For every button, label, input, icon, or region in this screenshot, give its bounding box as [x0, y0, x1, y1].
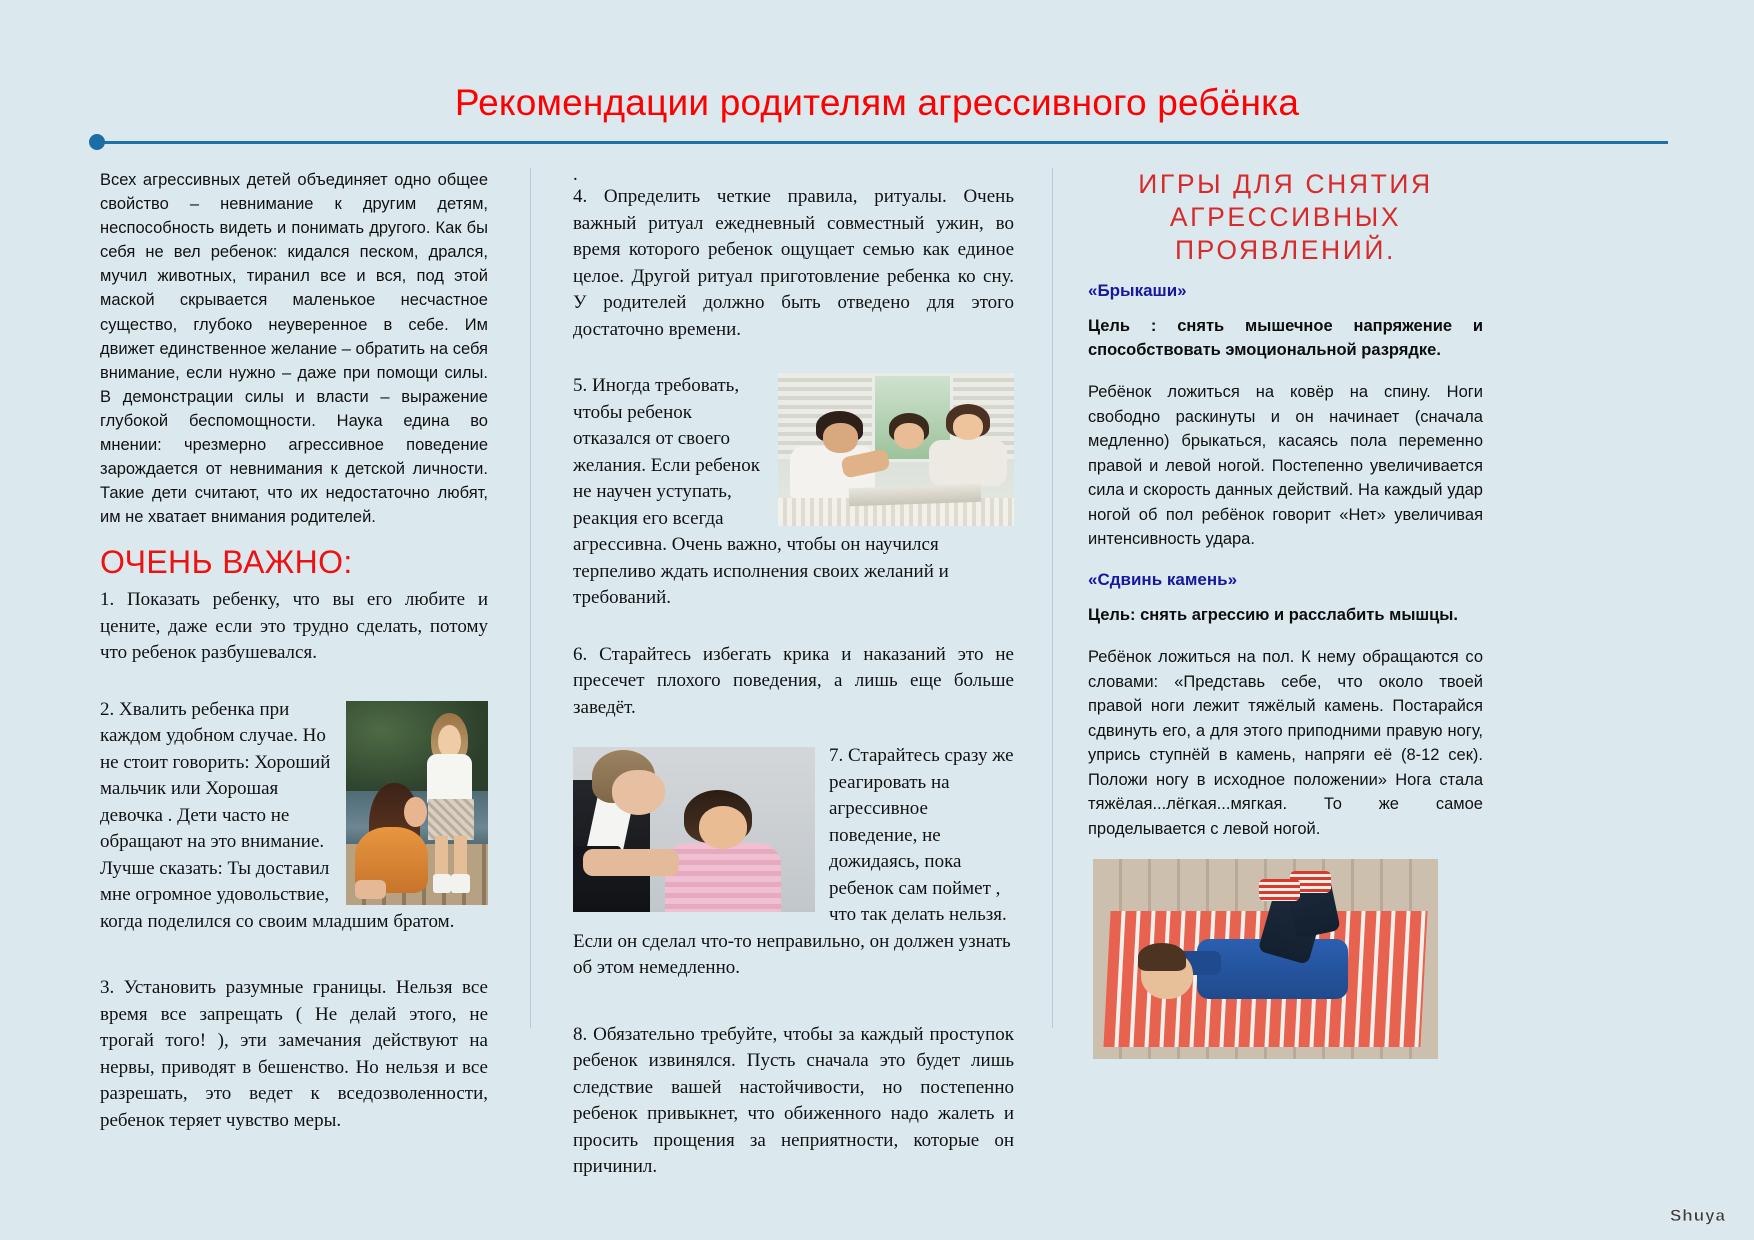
photo-woman-face [612, 770, 665, 815]
mother-and-daughter-photo [346, 701, 488, 905]
photo-mother-face [953, 414, 984, 440]
advice-item-5-block [573, 373, 1014, 612]
game-2-description: Ребёнок ложиться на пол. К нему обращаются со словами: «Представь себе, что около твоей правой ноги лежит тяжёлый камень. Постарайся сдвинуть его, а для этого приподними правую ногу, упрись ступнёй в камень, напряги её (8-12 сек). Положи ногу в исходное положении» Нога стала тяжёлая...лёгкая...мягкая. То же самое проделывается с левой ногой. [1088, 648, 1483, 838]
advice-item-6: 6. Старайтесь избегать крика и наказаний это не пресечет плохого поведения, а лишь еще больше заведёт. [573, 643, 1014, 718]
column-right [1088, 168, 1483, 1059]
games-section-title: ИГРЫ ДЛЯ СНЯТИЯ АГРЕССИВНЫХ ПРОЯВЛЕНИЙ. [1138, 169, 1433, 265]
photo-mother-face [404, 797, 427, 828]
advice-item-7: 7. Старайтесь сразу же реагировать на агрессивное поведение, не дожидаясь, пока ребенок сам поймет , что так делать нельзя. Если он сделал что-то неправильно, он должен узнать об этом немедленно. [573, 745, 1014, 978]
column-divider-2 [1052, 168, 1053, 1028]
photo-girl-shoe-left [433, 874, 451, 892]
game-2-name: «Сдвинь камень» [1088, 569, 1238, 589]
intro-paragraph: Всех агрессивных детей объединяет одно общее свойство – невнимание к другим детям, неспособность видеть и понимать другого. Как бы себя не вел ребенок: кидался песком, дрался, мучил животных, тиранил все и вся, под этой маской скрывается маленькое несчастное существо, глубоко неуверенное в себе. Им движет единственное желание – обратить на себя внимание, если нужно – даже при помощи силы. В демонстрации силы и власти – выражение глубокой беспомощности. Наука едина во мнении: чрезмерно агрессивное поведение зарождается от невнимания к детской личности. Такие дети считают, что их недостаточно любят, им не хватает внимания родителей. [100, 171, 488, 527]
family-reading-in-bed-photo [778, 373, 1014, 526]
photo-girl-skirt [428, 799, 473, 840]
spacer [100, 667, 488, 697]
photo-father-face [823, 423, 858, 452]
game-1-name: «Брыкаши» [1088, 281, 1187, 300]
watermark: Shuya [1669, 1206, 1726, 1225]
boy-lying-on-red-mat-photo [1093, 859, 1438, 1059]
photo-girl-face [699, 806, 747, 849]
column-middle [573, 164, 1014, 1181]
spacer [573, 612, 1014, 642]
game-2-goal: Цель: снять агрессию и расслабить мышцы. [1088, 605, 1458, 624]
spacer [573, 343, 1014, 373]
photo-boy-sock-two [1259, 879, 1300, 901]
spacer [100, 935, 488, 975]
spacer [573, 982, 1014, 1022]
photo-girl-shoe-right [451, 874, 469, 892]
advice-item-5: 5. Иногда требовать, чтобы ребенок отказался от своего желания. Если ребенок не научен уступать, реакция его всегда агрессивна. Очень важно, чтобы он научился терпеливо ждать исполнения своих желаний и требований. [573, 375, 949, 608]
very-important-heading: ОЧЕНЬ ВАЖНО: [100, 544, 353, 581]
photo-boy-hair [1138, 943, 1186, 971]
column-left [100, 168, 488, 1134]
advice-item-7-block [573, 743, 1014, 982]
photo-child-face [894, 423, 925, 449]
advice-item-8: 8. Обязательно требуйте, чтобы за каждый проступок ребенок извинялся. Пусть сначала это будет лишь следствие вашей настойчивости, но постепенно ребенок привыкнет, что обиженного надо жалеть и просить прощения за неприятности, которые он причинил. [573, 1023, 1014, 1177]
woman-scolding-girl-photo [573, 747, 815, 912]
page-title: Рекомендации родителям агрессивного ребёнка [454, 82, 1300, 123]
stray-dot: . [573, 164, 578, 185]
photo-girl-shirt [427, 754, 472, 805]
spacer [573, 721, 1014, 743]
header-rule-dot-icon [89, 134, 105, 150]
photo-mother-arm [355, 880, 386, 898]
game-1-description: Ребёнок ложиться на ковёр на спину. Ноги свободно раскинуты и он начинает (сначала медленно) брыкаться, касаясь пола переменно правой и левой ногой. Постепенно увеличивается сила и скорость данных действий. На каждый удар ногой об пол ребёнок говорит «Нет» увеличивая интенсивность удара. [1088, 383, 1483, 548]
game-1-goal: Цель : снять мышечное напряжение и способствовать эмоциональной разрядке. [1088, 317, 1483, 359]
photo-girl-sweater [665, 843, 781, 912]
advice-item-1: 1. Показать ребенку, что вы его любите и цените, даже если это трудно сделать, потому что ребенок разбушевался. [100, 589, 488, 664]
photo-woman-pointing-arm [583, 849, 680, 875]
header-rule [90, 141, 1668, 144]
advice-item-2-block [100, 697, 488, 936]
photo-mother-body [929, 440, 1007, 486]
advice-item-4: 4. Определить четкие правила, ритуалы. Очень важный ритуал ежедневный совместный ужин, во время которого ребенок ощущает семью как единое целое. Другой ритуал приготовление ребенка ко сну. У родителей должно быть отведено для этого достаточно времени. [573, 186, 1014, 340]
advice-item-2: 2. Хвалить ребенка при каждом удобном случае. Но не стоит говорить: Хороший мальчик или Хорошая девочка . Дети часто не обращают на это внимание. Лучше сказать: Ты доставил мне огромное удовольствие, когда поделился со своим младшим братом. [100, 698, 455, 932]
page-title-wrap [0, 82, 1754, 124]
column-divider-1 [530, 168, 531, 1028]
advice-item-3: 3. Установить разумные границы. Нельзя все время все запрещать ( Не делай этого, не трогай того! ), эти замечания действуют на нервы, приводят в бешенство. Но нельзя и все разрешать, это ведет к вседозволенности, ребенок теряет чувство меры. [100, 977, 488, 1131]
